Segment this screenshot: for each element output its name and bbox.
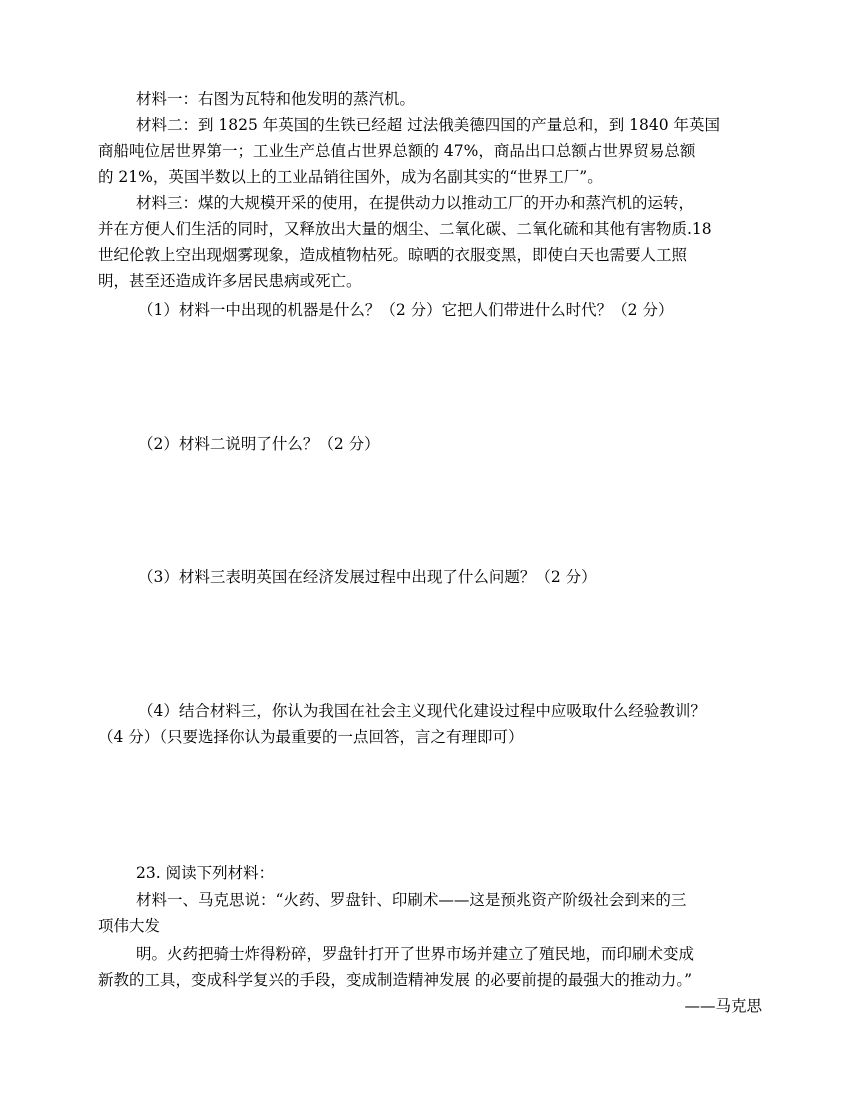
- material-2-line-3: 的 21%，英国半数以上的工业品销往国外，成为名副其实的“世界工厂”。: [98, 168, 603, 186]
- question-23-line-4: 新教的工具，变成科学复兴的手段，变成制造精神发展 的必要前提的最强大的推动力。”: [98, 971, 693, 989]
- question-23-line-1: 材料一、马克思说：“火药、罗盘针、印刷术——这是预兆资产阶级社会到来的三: [136, 891, 687, 909]
- question-4-line-1: （4）结合材料三，你认为我国在社会主义现代化建设过程中应吸取什么经验教训？: [138, 702, 706, 720]
- material-3-line-1: 材料三：煤的大规模开采的使用，在提供动力以推动工厂的开办和蒸汽机的运转，: [136, 194, 695, 212]
- material-2-line-1: 材料二：到 1825 年英国的生铁已经超 过法俄美德四国的产量总和，到 1840 年英国: [136, 116, 721, 134]
- question-2: （2）材料二说明了什么？（2 分）: [138, 435, 380, 453]
- question-23-heading: 23. 阅读下列材料：: [136, 864, 275, 882]
- question-23-line-3: 明。火药把骑士炸得粉碎，罗盘针打开了世界市场并建立了殖民地，而印刷术变成: [136, 945, 695, 963]
- material-1-text: 材料一：右图为瓦特和他发明的蒸汽机。: [136, 90, 416, 108]
- material-3-line-2: 并在方便人们生活的同时，又释放出大量的烟尘、二氧化碳、二氧化硫和其他有害物质.18: [98, 220, 712, 238]
- question-4-line-2: （4 分）（只要选择你认为最重要的一点回答，言之有理即可）: [98, 728, 524, 746]
- material-3-line-3: 世纪伦敦上空出现烟雾现象，造成植物枯死。晾晒的衣服变黑，即使白天也需要人工照: [98, 246, 688, 264]
- material-2-line-2: 商船吨位居世界第一；工业生产总值占世界总额的 47%，商品出口总额占世界贸易总额: [98, 142, 696, 160]
- question-1: （1）材料一中出现的机器是什么？（2 分）它把人们带进什么时代？（2 分）: [138, 301, 674, 319]
- question-23-line-2: 项伟大发: [98, 917, 161, 935]
- question-23-attribution: ——马克思: [684, 997, 762, 1015]
- question-3: （3）材料三表明英国在经济发展过程中出现了什么问题？（2 分）: [138, 568, 597, 586]
- material-3-line-4: 明，甚至还造成许多居民患病或死亡。: [98, 272, 362, 290]
